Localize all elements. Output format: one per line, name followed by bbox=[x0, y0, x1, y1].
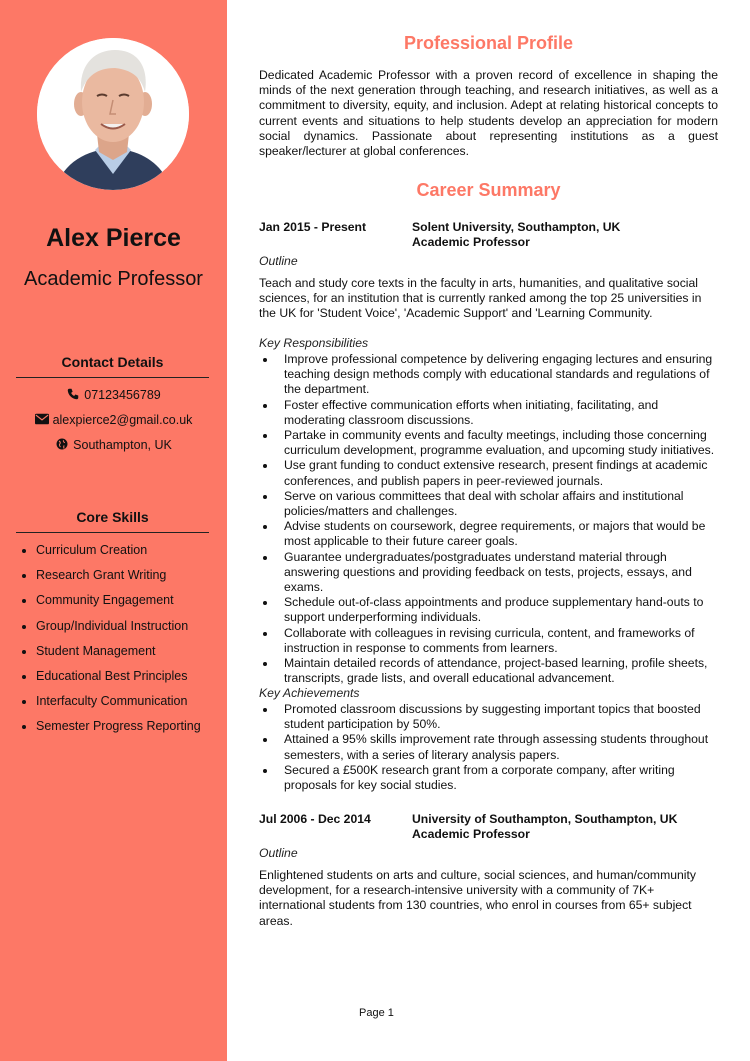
achievements-list bbox=[259, 702, 718, 793]
job-org bbox=[412, 812, 718, 842]
responsibilities-list bbox=[259, 352, 718, 686]
contact-phone bbox=[0, 388, 227, 402]
job-outline: Enlightened students on arts and culture, social sciences, and human/community development, for a research-intensive university with a community of 7K+ international students from 130 countries, who enrol in courses from 65+ subject areas. bbox=[259, 868, 696, 928]
job-employer: University of Southampton, Southampton, UK bbox=[412, 812, 678, 826]
contact-location bbox=[0, 438, 227, 452]
page-number: Page 1 bbox=[359, 1007, 394, 1019]
candidate-role: Academic Professor bbox=[24, 268, 203, 290]
skill-item: Semester Progress Reporting bbox=[20, 719, 220, 744]
candidate-name: Alex Pierce bbox=[46, 224, 181, 252]
list-item: Secured a £500K research grant from a corporate company, after writing proposals for key social studies. bbox=[259, 763, 718, 793]
envelope-icon bbox=[35, 413, 49, 425]
skill-item: Community Engagement bbox=[20, 593, 220, 618]
achievements-label: Key Achievements bbox=[259, 686, 360, 700]
skill-item: Interfaculty Communication bbox=[20, 694, 220, 719]
job-dates: Jul 2006 - Dec 2014 bbox=[259, 812, 371, 826]
contact-heading: Contact Details bbox=[16, 354, 209, 378]
responsibilities-label: Key Responsibilities bbox=[259, 336, 369, 350]
list-item: Advise students on coursework, degree requirements, or majors that would be most applicable to their future career goals. bbox=[259, 519, 718, 549]
list-item: Partake in community events and faculty meetings, including those concerning curriculum development, programme evaluation, and upcoming study initiatives. bbox=[259, 428, 718, 458]
job-position: Academic Professor bbox=[412, 235, 530, 250]
list-item: Foster effective communication efforts when initiating, facilitating, and moderating classroom discussions. bbox=[259, 398, 718, 428]
skills-heading: Core Skills bbox=[16, 509, 209, 533]
job-position: Academic Professor bbox=[412, 827, 530, 842]
list-item: Guarantee undergraduates/postgraduates understand material through answering questions and providing feedback on tests, projects, essays, and exams. bbox=[259, 550, 718, 596]
list-item: Use grant funding to conduct extensive research, present findings at academic conferences, and publish papers in peer-reviewed journals. bbox=[259, 458, 718, 488]
outline-label: Outline bbox=[259, 254, 298, 268]
job-dates: Jan 2015 - Present bbox=[259, 220, 367, 234]
job-org bbox=[412, 220, 718, 250]
sidebar bbox=[0, 0, 227, 1061]
location-text: Southampton, UK bbox=[73, 438, 172, 452]
profile-photo bbox=[37, 38, 189, 190]
job-employer: Solent University, Southampton, UK bbox=[412, 220, 621, 234]
list-item: Promoted classroom discussions by suggesting important topics that boosted student participation by 50%. bbox=[259, 702, 718, 732]
job-outline: Teach and study core texts in the faculty in arts, humanities, and qualitative social sciences, for an institution that is currently ranked among the top 25 universities in the UK for 'Student Voice', 'Academic Support' and 'Learning Community. bbox=[259, 276, 702, 321]
skill-item: Curriculum Creation bbox=[20, 543, 220, 568]
career-title: Career Summary bbox=[416, 180, 561, 200]
list-item: Collaborate with colleagues in revising curricula, content, and frameworks of instruction in response to comments from learners. bbox=[259, 626, 718, 656]
list-item: Schedule out-of-class appointments and produce supplementary hand-outs to support underperforming individuals. bbox=[259, 595, 718, 625]
profile-text: Dedicated Academic Professor with a proven record of excellence in shaping the minds of the next generation through teaching, and research initiatives, as well as a commitment to diversity, equity, and inclusion. Adept at relating historical concepts to current events and situations to help students develop an appreciation for modern social dynamics. Passionate about representing institutions as a guest speaker/lecturer at global conferences. bbox=[259, 68, 718, 159]
profile-title: Professional Profile bbox=[403, 33, 574, 53]
list-item: Improve professional competence by delivering engaging lectures and ensuring teaching design methods comply with educational standards and regulations of the department. bbox=[259, 352, 718, 398]
skill-item: Research Grant Writing bbox=[20, 568, 220, 593]
outline-label: Outline bbox=[259, 846, 298, 860]
skill-item: Group/Individual Instruction bbox=[20, 619, 220, 644]
skill-item: Educational Best Principles bbox=[20, 669, 220, 694]
list-item: Serve on various committees that deal with scholar affairs and institutional policies/matters and challenges. bbox=[259, 489, 718, 519]
phone-text: 07123456789 bbox=[84, 388, 161, 402]
email-text: alexpierce2@gmail.co.uk bbox=[52, 413, 193, 427]
skill-item: Student Management bbox=[20, 644, 220, 669]
contact-email bbox=[0, 413, 227, 427]
skills-list bbox=[20, 543, 220, 745]
phone-icon bbox=[66, 388, 80, 400]
globe-icon bbox=[55, 438, 69, 450]
list-item: Attained a 95% skills improvement rate through assessing students throughout semesters, with a series of literary analysis papers. bbox=[259, 732, 718, 762]
list-item: Maintain detailed records of attendance, project-based learning, profile sheets, transcripts, grade lists, and overall educational advancement. bbox=[259, 656, 718, 686]
